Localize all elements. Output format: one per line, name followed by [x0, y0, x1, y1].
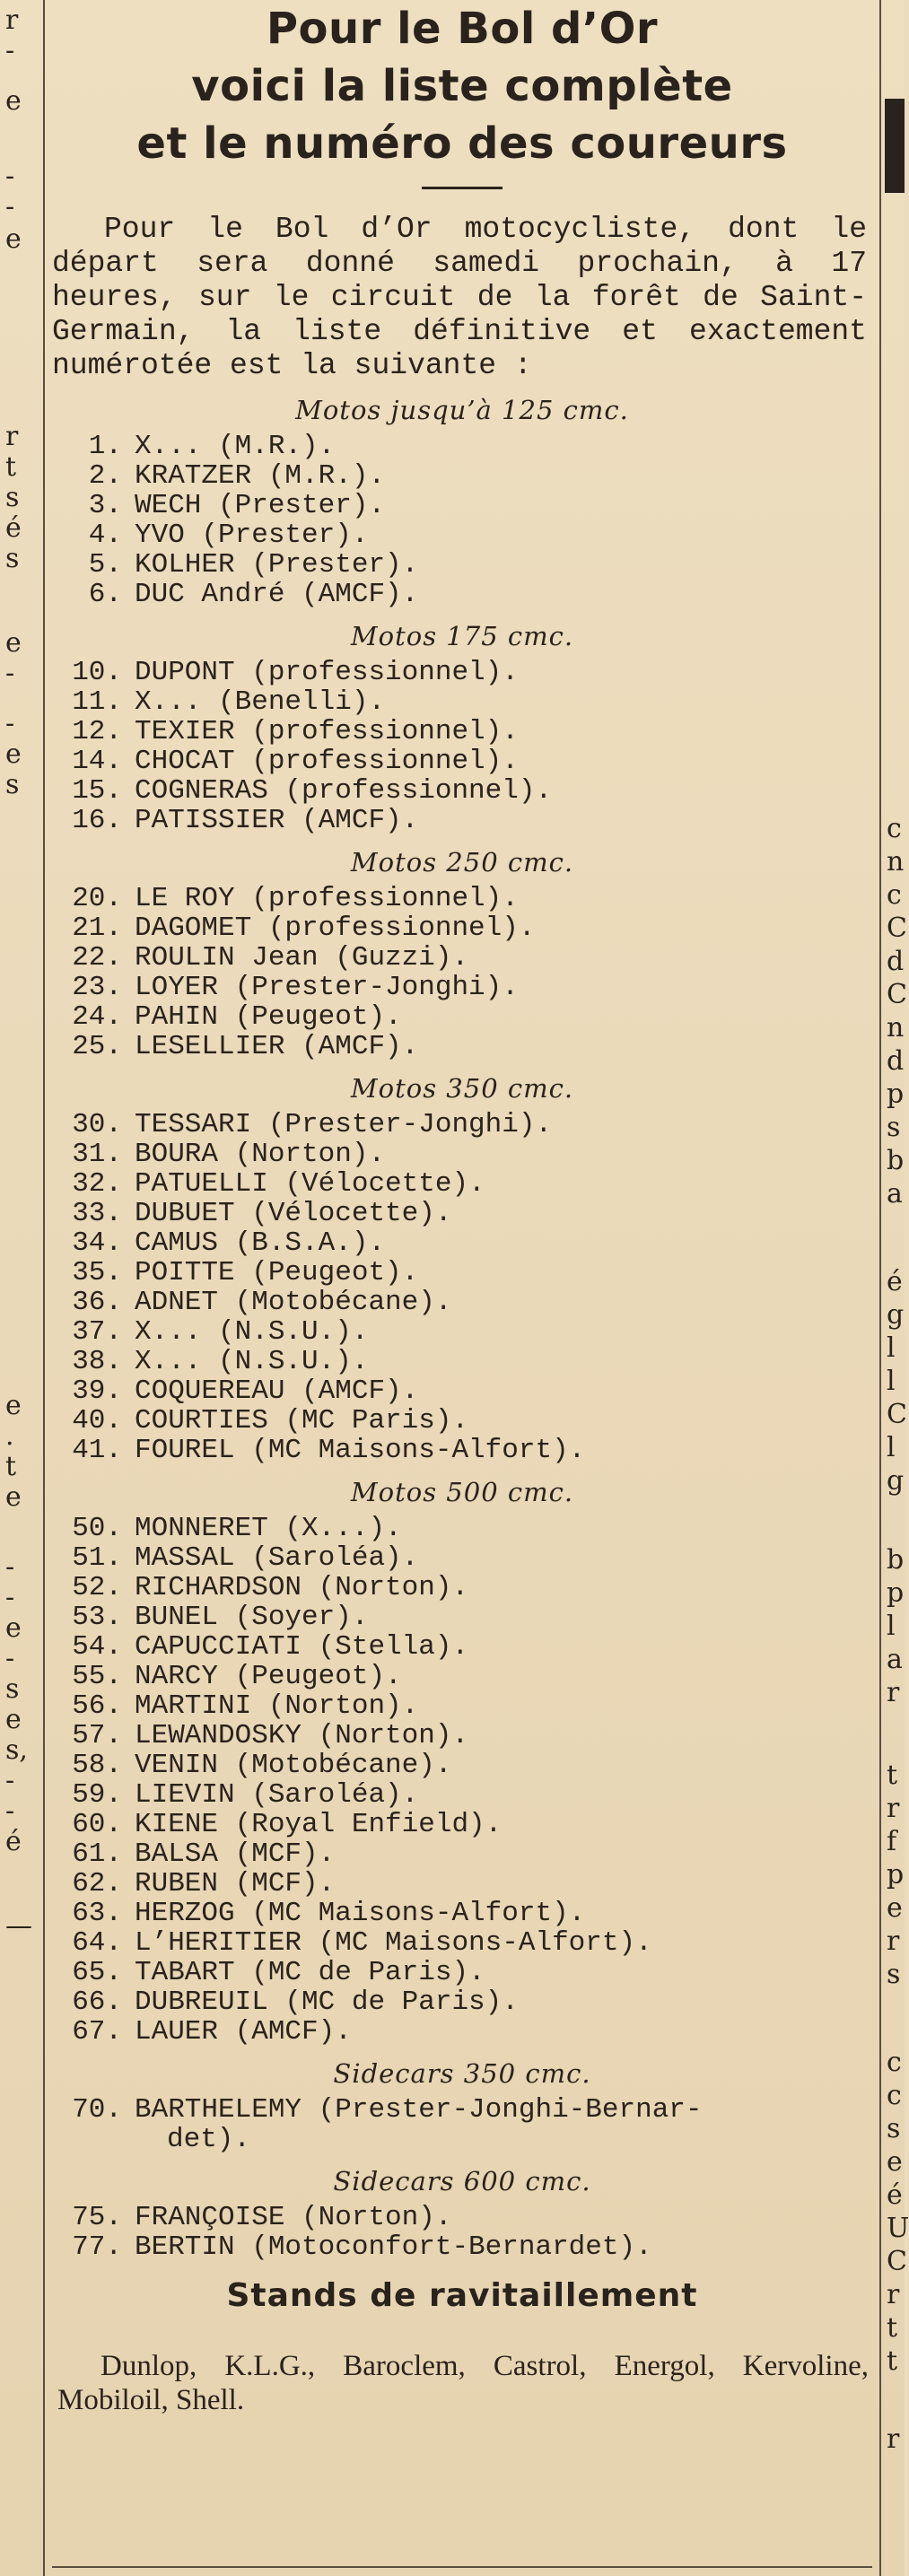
- rider-entry: [52, 1317, 872, 1347]
- rider-entry: [52, 1032, 872, 1061]
- rider-number: 6.: [88, 579, 122, 610]
- rider-number: 62.: [72, 1868, 122, 1899]
- rider-name: PATISSIER (AMCF).: [135, 805, 419, 836]
- rider-entry: [52, 806, 872, 835]
- rider-name: FRANÇOISE (Norton).: [135, 2202, 452, 2233]
- rider-entry-continuation: [52, 2125, 872, 2154]
- rider-name: YVO (Prester).: [135, 520, 369, 551]
- bottom-rule: [52, 2566, 872, 2568]
- rider-entry: [52, 491, 872, 520]
- rider-number: 12.: [72, 716, 122, 747]
- article: [52, 0, 872, 2447]
- rider-name: DUBUET (Vélocette).: [135, 1198, 452, 1229]
- rider-entry: [52, 1691, 872, 1721]
- rider-number: 2.: [88, 460, 122, 492]
- rider-name: KOLHER (Prester).: [135, 549, 419, 581]
- category-title: Motos 175 cmc.: [350, 621, 574, 651]
- rider-entry: [52, 1987, 872, 2017]
- rider-number: 70.: [72, 2094, 122, 2126]
- rider-name-continuation: det).: [167, 2124, 251, 2155]
- lead-paragraph: [52, 213, 872, 383]
- rider-number: 4.: [88, 520, 122, 551]
- right-column-fragment: c n c C d C n d p s b a é g l l C l g b p l a r t r f p e r s c c s e é U C r t t r: [887, 813, 909, 2455]
- rider-name: CHOCAT (professionnel).: [135, 746, 519, 777]
- rider-entry: [52, 2203, 872, 2232]
- rider-entry: [52, 1169, 872, 1199]
- rider-name: X... (N.S.U.).: [135, 1316, 369, 1348]
- rider-entry: [52, 1258, 872, 1288]
- rider-entry: [52, 1110, 872, 1140]
- rider-number: 56.: [72, 1690, 122, 1722]
- rider-number: 51.: [72, 1542, 122, 1574]
- rider-name: HERZOG (MC Maisons-Alfort).: [135, 1898, 586, 1929]
- rider-entry: [52, 1602, 872, 1632]
- rider-number: 65.: [72, 1957, 122, 1988]
- rider-number: 1.: [88, 431, 122, 462]
- rider-name: LEWANDOSKY (Norton).: [135, 1720, 469, 1751]
- rider-name: COURTIES (MC Paris).: [135, 1405, 469, 1436]
- rider-entry: [52, 1199, 872, 1228]
- rider-name: RICHARDSON (Norton).: [135, 1572, 469, 1603]
- rider-number: 52.: [72, 1572, 122, 1603]
- rider-entry: [52, 658, 872, 687]
- rider-name: X... (N.S.U.).: [135, 1346, 369, 1377]
- rider-name: KRATZER (M.R.).: [135, 460, 386, 492]
- rider-entry: [52, 1002, 872, 1032]
- rider-entry: [52, 1632, 872, 1662]
- rider-name: POITTE (Peugeot).: [135, 1257, 419, 1288]
- rider-name: MASSAL (Saroléa).: [135, 1542, 419, 1574]
- rider-number: 25.: [72, 1031, 122, 1062]
- rider-name: CAPUCCIATI (Stella).: [135, 1631, 469, 1663]
- rider-entry: [52, 1721, 872, 1751]
- rider-entry: [52, 1662, 872, 1691]
- category-title: Motos 500 cmc.: [350, 1477, 574, 1507]
- rider-number: 35.: [72, 1257, 122, 1288]
- rider-entry: [52, 913, 872, 943]
- rider-entry: [52, 884, 872, 913]
- rider-number: 31.: [72, 1139, 122, 1170]
- rider-name: MONNERET (X...).: [135, 1513, 402, 1544]
- rider-number: 53.: [72, 1602, 122, 1633]
- rider-name: MARTINI (Norton).: [135, 1690, 419, 1722]
- rider-entry: [52, 1839, 872, 1869]
- rider-entry: [52, 1376, 872, 1406]
- rider-name: X... (Benelli).: [135, 686, 386, 718]
- rider-name: VENIN (Motobécane).: [135, 1750, 452, 1781]
- rider-name: FOUREL (MC Maisons-Alfort).: [135, 1435, 586, 1466]
- column-rule-left: [43, 0, 45, 2576]
- rider-name: COGNERAS (professionnel).: [135, 775, 553, 807]
- rider-name: DUPONT (professionnel).: [135, 657, 519, 688]
- rider-name: LIEVIN (Saroléa).: [135, 1779, 419, 1811]
- rider-number: 66.: [72, 1987, 122, 2018]
- rider-number: 34.: [72, 1227, 122, 1259]
- category-title: Motos 250 cmc.: [350, 847, 574, 878]
- category-title: Motos jusqu’à 125 cmc.: [295, 395, 629, 425]
- rider-name: BARTHELEMY (Prester-Jonghi-Bernar-: [135, 2094, 703, 2126]
- rider-entry: [52, 2017, 872, 2047]
- rider-number: 55.: [72, 1661, 122, 1692]
- rider-entry: [52, 1869, 872, 1899]
- rider-number: 38.: [72, 1346, 122, 1377]
- rider-name: BUNEL (Soyer).: [135, 1602, 369, 1633]
- rider-number: 63.: [72, 1898, 122, 1929]
- rider-name: CAMUS (B.S.A.).: [135, 1227, 386, 1259]
- rider-number: 16.: [72, 805, 122, 836]
- rider-name: ROULIN Jean (Guzzi).: [135, 942, 469, 974]
- rider-number: 75.: [72, 2202, 122, 2233]
- rider-name: LESELLIER (AMCF).: [135, 1031, 419, 1062]
- rider-number: 39.: [72, 1375, 122, 1407]
- rider-number: 61.: [72, 1838, 122, 1870]
- rider-name: X... (M.R.).: [135, 431, 336, 462]
- rider-entry: [52, 1406, 872, 1436]
- rider-entry: [52, 1228, 872, 1258]
- rider-number: 60.: [72, 1809, 122, 1840]
- stands-paragraph: [52, 2349, 872, 2417]
- rider-entry: [52, 943, 872, 973]
- rider-name: DUC André (AMCF).: [135, 579, 419, 610]
- rider-number: 40.: [72, 1405, 122, 1436]
- rider-number: 5.: [88, 549, 122, 581]
- rider-name: PATUELLI (Vélocette).: [135, 1168, 485, 1200]
- rider-entry: [52, 1751, 872, 1780]
- left-column-fragment: r - e - - e r t s é s e - - e s e . t e - - e - s e s, - - é —: [5, 4, 32, 1942]
- rider-name: BALSA (MCF).: [135, 1838, 336, 1870]
- rider-number: 33.: [72, 1198, 122, 1229]
- rider-entry: [52, 550, 872, 580]
- rider-number: 67.: [72, 2016, 122, 2048]
- rider-entry: [52, 2095, 872, 2125]
- rider-entry: [52, 776, 872, 806]
- headline: [52, 0, 872, 172]
- headline-divider: [422, 187, 503, 189]
- rider-number: 36.: [72, 1287, 122, 1318]
- rider-entry: [52, 1573, 872, 1602]
- rider-name: LOYER (Prester-Jonghi).: [135, 972, 519, 1003]
- rider-number: 54.: [72, 1631, 122, 1663]
- rider-number: 20.: [72, 883, 122, 914]
- rider-number: 23.: [72, 972, 122, 1003]
- rider-entry: [52, 973, 872, 1002]
- rider-number: 77.: [72, 2231, 122, 2263]
- rider-number: 22.: [72, 942, 122, 974]
- rider-entry: [52, 432, 872, 461]
- rider-entry: [52, 747, 872, 776]
- rider-number: 58.: [72, 1750, 122, 1781]
- rider-name: TESSARI (Prester-Jonghi).: [135, 1109, 553, 1140]
- rider-number: 57.: [72, 1720, 122, 1751]
- rider-number: 32.: [72, 1168, 122, 1200]
- rider-entry: [52, 1288, 872, 1317]
- rider-entry: [52, 717, 872, 747]
- rider-entry: [52, 1928, 872, 1958]
- rider-name: LE ROY (professionnel).: [135, 883, 519, 914]
- rider-entry: [52, 1347, 872, 1376]
- rider-name: BERTIN (Motoconfort-Bernardet).: [135, 2231, 652, 2263]
- rider-name: COQUEREAU (AMCF).: [135, 1375, 419, 1407]
- rider-number: 37.: [72, 1316, 122, 1348]
- rider-name: DAGOMET (professionnel).: [135, 913, 536, 944]
- rider-name: DUBREUIL (MC de Paris).: [135, 1987, 519, 2018]
- rider-number: 59.: [72, 1779, 122, 1811]
- rider-number: 24.: [72, 1001, 122, 1033]
- rider-name: WECH (Prester).: [135, 490, 386, 521]
- rider-entry: [52, 580, 872, 609]
- rider-entry: [52, 1543, 872, 1573]
- rider-name: KIENE (Royal Enfield).: [135, 1809, 503, 1840]
- rider-entry: [52, 1810, 872, 1839]
- rider-number: 15.: [72, 775, 122, 807]
- category-title: Sidecars 350 cmc.: [333, 2058, 591, 2089]
- rider-number: 10.: [72, 657, 122, 688]
- rider-entry: [52, 461, 872, 491]
- rider-entry: [52, 1899, 872, 1928]
- rider-name: NARCY (Peugeot).: [135, 1661, 402, 1692]
- rider-number: 21.: [72, 913, 122, 944]
- rider-number: 50.: [72, 1513, 122, 1544]
- rider-number: 64.: [72, 1927, 122, 1959]
- headline-line-1: Pour le Bol d’Or: [266, 4, 659, 54]
- rider-name: RUBEN (MCF).: [135, 1868, 336, 1899]
- lead-text: Pour le Bol d’Or motocycliste, dont le départ sera donné samedi prochain, à 17 heures, sur le circuit de la forêt de Saint-Germain, la liste définitive et exactement numérotée est la suivante :: [52, 213, 867, 382]
- rider-entry: [52, 520, 872, 550]
- rider-number: 30.: [72, 1109, 122, 1140]
- rider-name: TEXIER (professionnel).: [135, 716, 519, 747]
- rider-name: TABART (MC de Paris).: [135, 1957, 485, 1988]
- rider-name: ADNET (Motobécane).: [135, 1287, 452, 1318]
- rider-entry: [52, 1140, 872, 1169]
- rider-entry: [52, 1436, 872, 1465]
- rider-number: 14.: [72, 746, 122, 777]
- headline-line-3: et le numéro des coureurs: [136, 118, 788, 169]
- stands-heading: Stands de ravitaillement: [226, 2277, 698, 2314]
- rider-list: [52, 392, 872, 2262]
- rider-entry: [52, 1958, 872, 1987]
- rider-entry: [52, 1780, 872, 1810]
- rider-entry: [52, 687, 872, 717]
- rider-number: 41.: [72, 1435, 122, 1466]
- category-title: Motos 350 cmc.: [350, 1073, 574, 1104]
- rider-number: 3.: [88, 490, 122, 521]
- rider-name: LAUER (AMCF).: [135, 2016, 352, 2048]
- rider-name: PAHIN (Peugeot).: [135, 1001, 402, 1033]
- rider-name: BOURA (Norton).: [135, 1139, 386, 1170]
- rider-name: L’HERITIER (MC Maisons-Alfort).: [135, 1927, 652, 1959]
- rider-number: 11.: [72, 686, 122, 718]
- category-title: Sidecars 600 cmc.: [333, 2166, 591, 2196]
- column-rule-right: [879, 0, 881, 2576]
- rider-entry: [52, 1514, 872, 1543]
- stands-text: Dunlop, K.L.G., Baroclem, Castrol, Energol, Kervoline, Mobiloil, Shell.: [57, 2350, 869, 2416]
- headline-line-2: voici la liste complète: [191, 61, 733, 111]
- rider-entry: [52, 2232, 872, 2262]
